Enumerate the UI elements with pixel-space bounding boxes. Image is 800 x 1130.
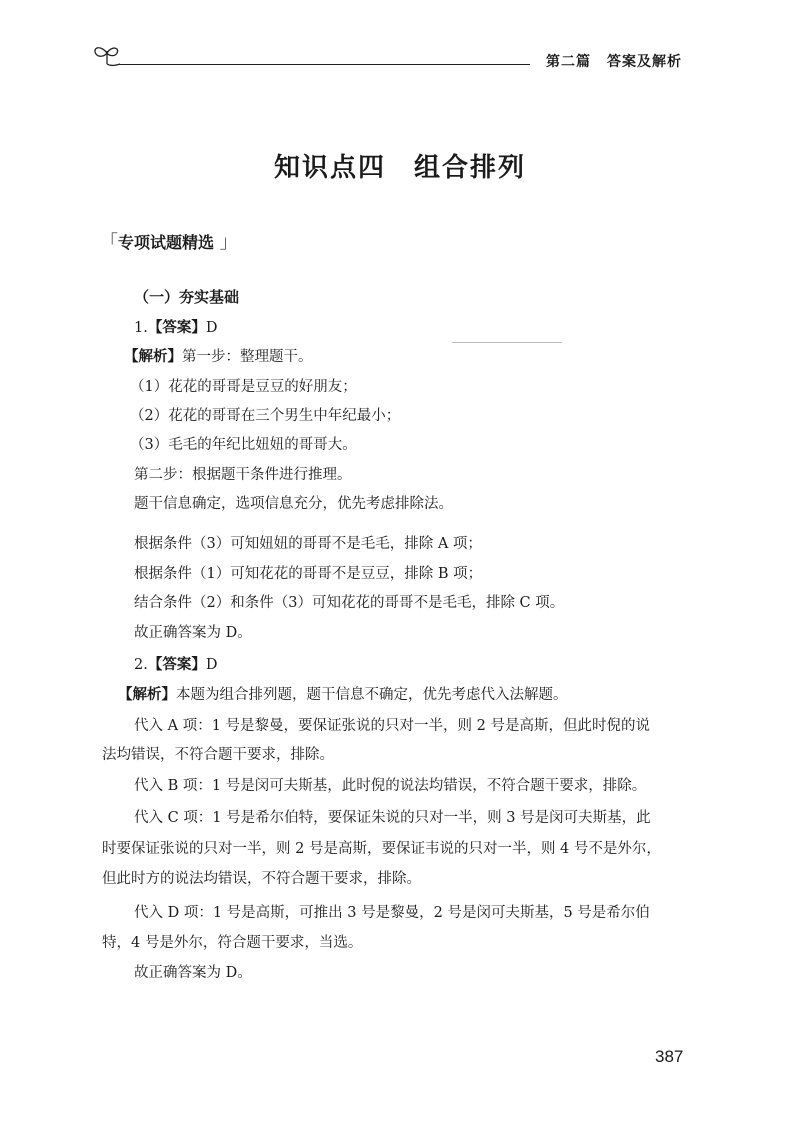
q2-line-4: 时要保证张说的只对一半，则 2 号是高斯，要保证韦说的只对一半，则 4 号不是外尔， [102,841,661,857]
chapter-title-part2: 组合排列 [414,153,527,183]
q1-answer: D [205,320,218,336]
chapter-title-part1: 知识点四 [273,153,386,183]
scan-artifact [452,342,562,343]
q2-number: 2. [134,657,148,673]
q2-line-7: 特，4 号是外尔，符合题干要求，当选。 [102,935,363,951]
q1-analysis-line [124,347,313,367]
q1-line-3: （3）毛毛的年纪比妞妞的哥哥大。 [130,437,357,453]
q2-analysis-line [118,685,568,705]
q1-line-9: 故正确答案为 D。 [134,625,252,641]
section-close-bracket: 」 [219,232,238,253]
q2-line-0: 代入 A 项：1 号是黎曼，要保证张说的只对一半，则 2 号是高斯，但此时倪的说 [134,718,650,734]
q1-line-4: 第二步：根据题干条件进行推理。 [134,467,352,483]
q2-answer-line [134,655,217,675]
q2-line-3: 代入 C 项：1 号是希尔伯特，要保证朱说的只对一半，则 3 号是闵可夫斯基，此 [134,810,651,826]
q1-line-6: 根据条件（3）可知妞妞的哥哥不是毛毛，排除 A 项； [134,536,482,552]
q2-line-1: 法均错误，不符合题干要求，排除。 [102,747,334,763]
chapter-title [0,147,800,184]
q1-line-1: （1）花花的哥哥是豆豆的好朋友； [130,379,357,395]
subsection-heading: （一）夯实基础 [134,288,240,306]
section-heading [100,228,238,254]
header-part: 第二篇 [546,54,591,70]
q2-intro: 本题为组合排列题，题干信息不确定，优先考虑代入法解题。 [176,687,568,703]
q2-line-5: 但此时方的说法均错误，不符合题干要求，排除。 [102,871,421,887]
header-rule [118,64,530,65]
section-label: 专项试题精选 [118,233,215,252]
q2-analysis-label: 【解析】 [118,687,176,703]
q2-line-6: 代入 D 项：1 号是高斯，可推出 3 号是黎曼，2 号是闵可夫斯基，5 号是希尔伯 [134,905,650,921]
q2-line-2: 代入 B 项：1 号是闵可夫斯基，此时倪的说法均错误，不符合题干要求，排除。 [134,778,647,794]
q1-analysis-label: 【解析】 [124,349,182,365]
q1-line-2: （2）花花的哥哥在三个男生中年纪最小； [130,408,401,424]
q2-line-8: 故正确答案为 D。 [134,965,252,981]
q1-line-5: 题干信息确定，选项信息充分，优先考虑排除法。 [134,496,453,512]
section-open-bracket: 「 [100,232,118,253]
running-header [546,51,682,71]
q1-number: 1. [134,320,148,336]
header-title: 答案及解析 [607,54,682,70]
q2-answer-label: 【答案】 [147,657,206,673]
sprout-icon [90,42,124,70]
page-number: 387 [655,1047,684,1066]
q1-line-7: 根据条件（1）可知花花的哥哥不是豆豆，排除 B 项； [134,566,483,582]
q1-line-0: 第一步：整理题干。 [182,349,313,365]
q1-answer-line [134,318,217,338]
q1-line-8: 结合条件（2）和条件（3）可知花花的哥哥不是毛毛，排除 C 项。 [134,595,565,611]
q2-answer: D [205,657,218,673]
q1-answer-label: 【答案】 [147,320,206,336]
